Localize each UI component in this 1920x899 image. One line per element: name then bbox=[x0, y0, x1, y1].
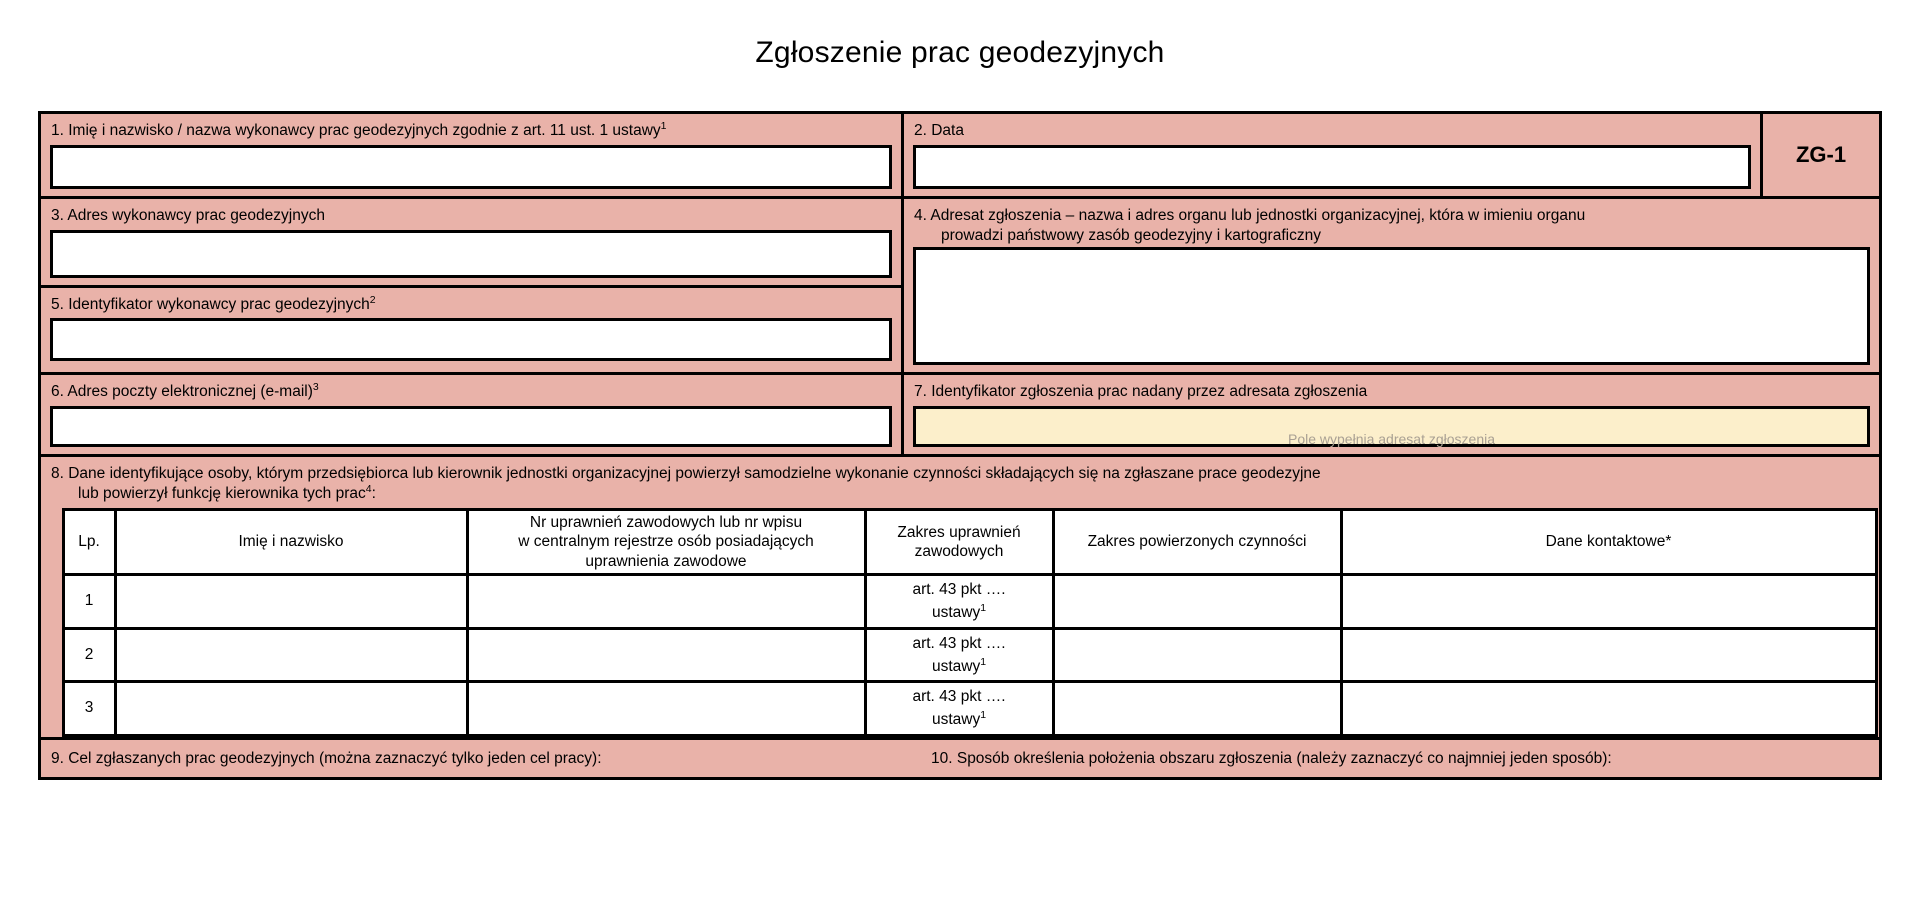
field-2-container bbox=[904, 114, 1760, 196]
form-row-3 bbox=[41, 375, 1879, 454]
field-4-label bbox=[904, 199, 1879, 248]
field-7-readonly-note: Pole wypełnia adresat zgłoszenia bbox=[1287, 431, 1495, 448]
cell-licence-scope-line-1: art. 43 pkt …. bbox=[912, 581, 1006, 599]
column-header-licence-number-line-3: uprawnienia zawodowe bbox=[585, 552, 747, 570]
field-8-label-line-2: lub powierzył funkcję kierownika tych prac$^4$: bbox=[78, 482, 376, 503]
table-left-spacer bbox=[41, 628, 63, 682]
field-9-container bbox=[41, 740, 921, 778]
footnote-ref-1: 1 bbox=[980, 709, 987, 722]
field-3-container bbox=[41, 199, 901, 278]
cell-licence-scope-line-1: art. 43 pkt …. bbox=[912, 634, 1006, 652]
row-index: 1 bbox=[63, 575, 115, 629]
footnote-ref-1: 1 bbox=[980, 655, 987, 668]
field-7-label: 7. Identyfikator zgłoszenia prac nadany przez adresata zgłoszenia bbox=[914, 383, 1368, 401]
cell-licence-number[interactable] bbox=[467, 682, 865, 736]
form-code-badge: ZG-1 bbox=[1760, 114, 1879, 196]
field-2-input[interactable] bbox=[913, 145, 1751, 189]
cell-licence-scope-line-2: ustawy$^1$ bbox=[931, 655, 987, 675]
cell-licence-scope-line-2: ustawy$^1$ bbox=[931, 709, 987, 729]
cell-name[interactable] bbox=[115, 575, 467, 629]
field-4-container bbox=[904, 199, 1879, 373]
footnote-ref-4: 4 bbox=[365, 482, 372, 495]
field-8-label-line-1: 8. Dane identyfikujące osoby, którym przedsiębiorca lub kierownik jednostki organizacyjnej powierzył samodzielne wykonanie czynności składających się na zgłaszane prace geodezyjne bbox=[51, 465, 1321, 483]
field-5-label: 5. Identyfikator wykonawcy prac geodezyjnych$^2$ bbox=[51, 293, 376, 313]
column-header-name: Imię i nazwisko bbox=[115, 509, 467, 574]
field-7-input bbox=[913, 406, 1870, 447]
field-5-input[interactable] bbox=[50, 318, 892, 361]
table-row bbox=[41, 682, 1879, 736]
column-header-contact-data: Dane kontaktowe* bbox=[1341, 509, 1876, 574]
table-left-spacer bbox=[41, 682, 63, 736]
field-10-label: 10. Sposób określenia położenia obszaru zgłoszenia (należy zaznaczyć co najmniej jeden sposób): bbox=[931, 749, 1612, 767]
row-index: 3 bbox=[63, 682, 115, 736]
cell-entrusted-scope[interactable] bbox=[1053, 575, 1341, 629]
field-1-label: 1. Imię i nazwisko / nazwa wykonawcy prac geodezyjnych zgodnie z art. 11 ust. 1 ustawy$^1$ bbox=[51, 119, 667, 139]
table-header-row bbox=[41, 509, 1879, 574]
table-right-spacer bbox=[1876, 682, 1879, 736]
page-title: Zgłoszenie prac geodezyjnych bbox=[755, 36, 1165, 69]
column-header-licence-number-line-2: w centralnym rejestrze osób posiadających bbox=[518, 533, 814, 551]
left-column-3-5 bbox=[41, 199, 901, 373]
column-header-licence-number bbox=[467, 509, 865, 574]
table-right-spacer bbox=[1876, 628, 1879, 682]
cell-entrusted-scope[interactable] bbox=[1053, 682, 1341, 736]
field-4-label-line-1: 4. Adresat zgłoszenia – nazwa i adres organu lub jednostki organizacyjnej, która w imieniu organu bbox=[914, 206, 1586, 224]
form-row-4 bbox=[41, 740, 1879, 778]
field-9-label: 9. Cel zgłaszanych prac geodezyjnych (można zaznaczyć tylko jeden cel pracy): bbox=[51, 749, 602, 767]
field-6-label: 6. Adres poczty elektronicznej (e-mail)$^3$ bbox=[51, 381, 319, 401]
field-1-input[interactable] bbox=[50, 145, 892, 189]
field-4-label-line-2: prowadzi państwowy zasób geodezyjny i kartograficzny bbox=[941, 226, 1321, 244]
cell-licence-scope-line-2: ustawy$^1$ bbox=[931, 602, 987, 622]
persons-table bbox=[41, 508, 1879, 737]
table-row bbox=[41, 575, 1879, 629]
column-header-lp: Lp. bbox=[63, 509, 115, 574]
footnote-ref-2: 2 bbox=[369, 293, 376, 306]
column-header-licence-number-line-1: Nr uprawnień zawodowych lub nr wpisu bbox=[529, 513, 803, 531]
field-5-container bbox=[41, 288, 901, 362]
field-3-label: 3. Adres wykonawcy prac geodezyjnych bbox=[51, 206, 325, 224]
cell-contact-data[interactable] bbox=[1341, 575, 1876, 629]
field-2-label: 2. Data bbox=[914, 122, 964, 139]
field-3-input[interactable] bbox=[50, 230, 892, 278]
cell-licence-scope[interactable] bbox=[865, 628, 1053, 682]
column-header-licence-scope bbox=[865, 509, 1053, 574]
cell-licence-scope[interactable] bbox=[865, 575, 1053, 629]
column-header-entrusted-scope: Zakres powierzonych czynności bbox=[1053, 509, 1341, 574]
field-8-container bbox=[41, 457, 1879, 736]
footnote-ref-3: 3 bbox=[312, 381, 319, 394]
footnote-ref-1: 1 bbox=[980, 602, 987, 615]
table-right-spacer bbox=[1876, 509, 1879, 574]
form-container bbox=[38, 111, 1882, 780]
cell-contact-data[interactable] bbox=[1341, 628, 1876, 682]
field-6-input[interactable] bbox=[50, 406, 892, 447]
table-left-spacer bbox=[41, 509, 63, 574]
table-left-spacer bbox=[41, 575, 63, 629]
cell-entrusted-scope[interactable] bbox=[1053, 628, 1341, 682]
field-8-label bbox=[41, 457, 1879, 508]
cell-licence-scope-line-1: art. 43 pkt …. bbox=[912, 688, 1006, 706]
table-row bbox=[41, 628, 1879, 682]
table-right-spacer bbox=[1876, 575, 1879, 629]
cell-name[interactable] bbox=[115, 682, 467, 736]
cell-licence-number[interactable] bbox=[467, 628, 865, 682]
column-header-licence-scope-line-1: Zakres uprawnień bbox=[897, 523, 1021, 541]
field-10-container bbox=[921, 740, 1879, 778]
cell-licence-number[interactable] bbox=[467, 575, 865, 629]
field-6-container bbox=[41, 375, 901, 454]
cell-contact-data[interactable] bbox=[1341, 682, 1876, 736]
column-header-licence-scope-line-2: zawodowych bbox=[914, 543, 1004, 561]
footnote-ref-1: 1 bbox=[660, 119, 667, 132]
field-7-container bbox=[904, 375, 1879, 454]
cell-licence-scope[interactable] bbox=[865, 682, 1053, 736]
form-row-1 bbox=[41, 114, 1879, 196]
cell-name[interactable] bbox=[115, 628, 467, 682]
field-4-input[interactable] bbox=[913, 247, 1870, 365]
row-index: 2 bbox=[63, 628, 115, 682]
form-row-2 bbox=[41, 199, 1879, 373]
field-1-container bbox=[41, 114, 901, 196]
